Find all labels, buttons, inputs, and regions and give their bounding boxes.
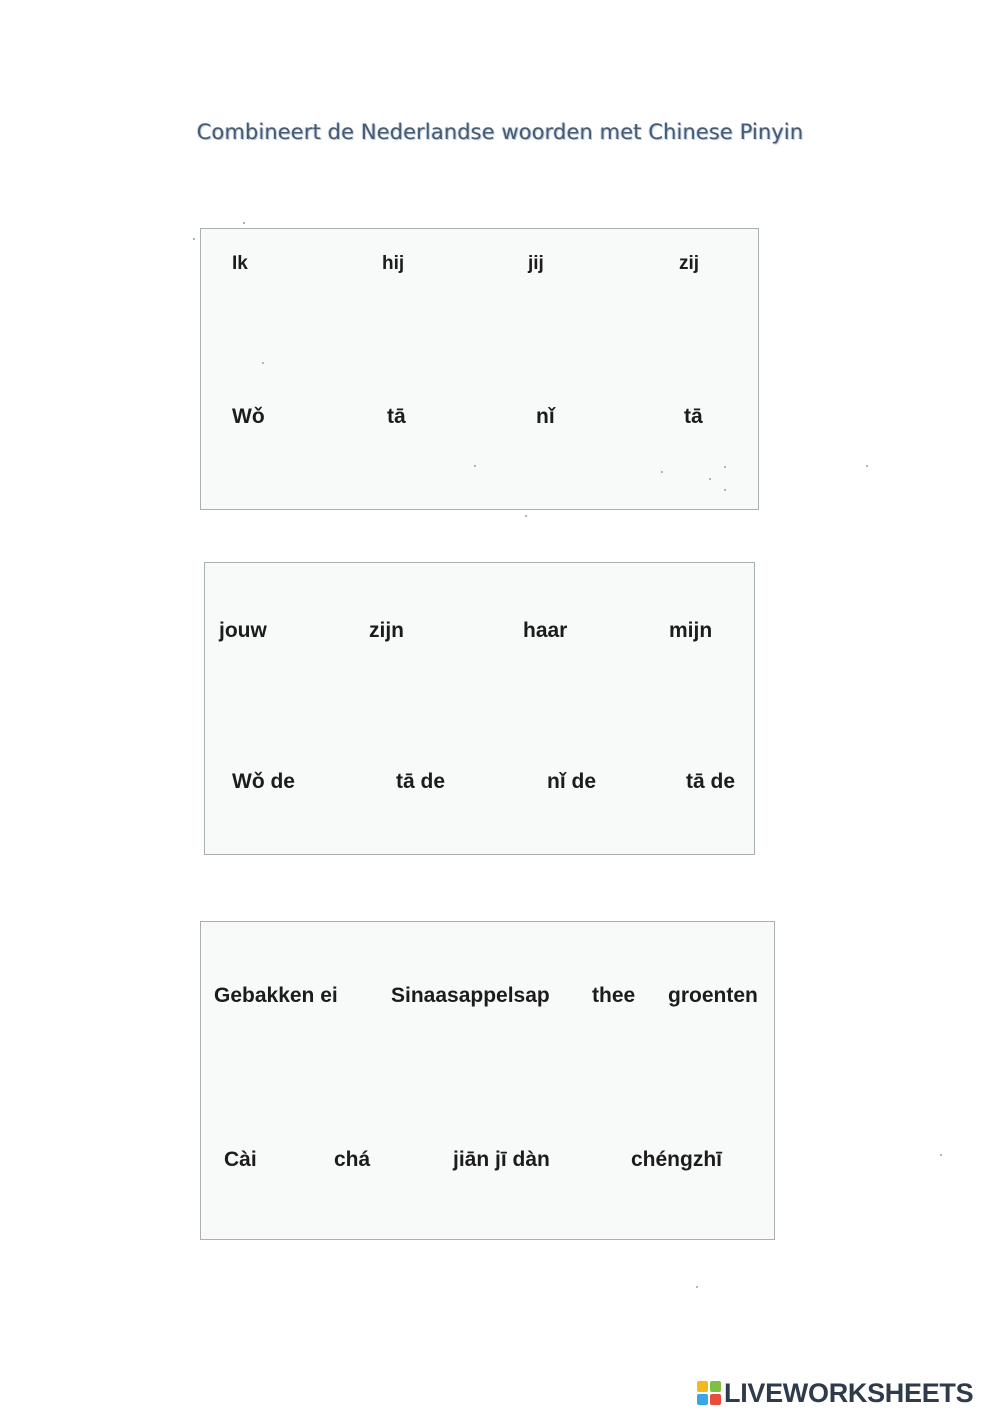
word-dutch[interactable]: mijn — [669, 619, 713, 642]
word-dutch[interactable]: Sinaasappelsap — [391, 984, 550, 1007]
word-pinyin[interactable]: Wǒ de — [232, 770, 295, 793]
brand-name: LIVEWORKSHEETS — [724, 1377, 974, 1408]
word-pinyin[interactable]: Wǒ — [232, 405, 265, 428]
scan-speck — [474, 465, 476, 467]
word-pinyin[interactable]: jiān jī dàn — [453, 1148, 550, 1171]
word-dutch[interactable]: hij — [382, 253, 405, 274]
word-dutch[interactable]: thee — [592, 984, 636, 1007]
scan-speck — [193, 238, 195, 240]
scan-speck — [661, 471, 663, 473]
scan-speck — [243, 222, 245, 224]
word-pinyin[interactable]: nǐ — [536, 405, 555, 428]
word-pinyin[interactable]: Cài — [224, 1148, 257, 1171]
worksheet-title: Combineert de Nederlandse woorden met Chinese Pinyin — [196, 120, 804, 144]
scan-speck — [709, 478, 711, 480]
scan-speck — [940, 1154, 942, 1156]
liveworksheets-logo-icon — [697, 1381, 721, 1405]
scan-speck — [525, 515, 527, 517]
match-box-food — [200, 921, 775, 1240]
word-dutch[interactable]: zijn — [369, 619, 404, 642]
word-pinyin[interactable]: tā de — [686, 770, 736, 793]
scan-speck — [866, 465, 868, 467]
word-dutch[interactable]: Ik — [232, 253, 248, 274]
word-pinyin[interactable]: chá — [334, 1148, 371, 1171]
scan-speck — [262, 362, 264, 364]
word-dutch[interactable]: haar — [523, 619, 568, 642]
word-pinyin[interactable]: tā de — [396, 770, 446, 793]
scan-speck — [696, 1286, 698, 1288]
match-box-pronouns — [200, 228, 759, 510]
word-pinyin[interactable]: chéngzhī — [631, 1148, 723, 1171]
word-dutch[interactable]: jouw — [219, 619, 267, 642]
word-dutch[interactable]: Gebakken ei — [214, 984, 338, 1007]
word-dutch[interactable]: zij — [679, 253, 700, 274]
footer-brand[interactable] — [697, 1378, 973, 1408]
word-pinyin[interactable]: tā — [387, 405, 406, 428]
match-box-possessives — [204, 562, 755, 855]
word-pinyin[interactable]: nǐ de — [547, 770, 597, 793]
scan-speck — [724, 466, 726, 468]
scan-speck — [724, 489, 726, 491]
word-pinyin[interactable]: tā — [684, 405, 703, 428]
word-dutch[interactable]: jij — [528, 253, 544, 274]
word-dutch[interactable]: groenten — [668, 984, 758, 1007]
